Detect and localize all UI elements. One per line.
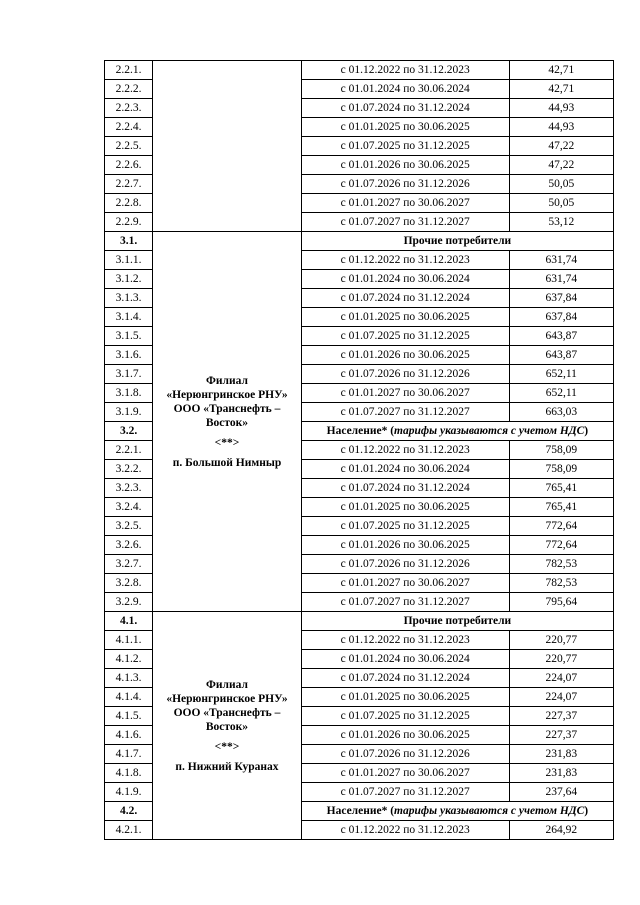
row-number-cell: 3.2.9. (105, 593, 153, 612)
branch-name-line: «Нерюнгринское РНУ» (166, 692, 288, 705)
period-cell: с 01.01.2026 по 30.06.2025 (301, 346, 509, 365)
tariff-value-cell: 47,22 (509, 156, 613, 175)
period-cell: с 01.07.2025 по 31.12.2025 (301, 517, 509, 536)
period-cell: с 01.07.2026 по 31.12.2026 (301, 745, 509, 764)
group-number-cell: 4.1. (105, 612, 153, 631)
tariff-table (104, 60, 614, 840)
period-cell: с 01.01.2024 по 30.06.2024 (301, 650, 509, 669)
branch-name-cell (153, 61, 302, 232)
period-cell: с 01.07.2027 по 31.12.2027 (301, 783, 509, 802)
tariff-value-cell: 227,37 (509, 726, 613, 745)
row-number-cell: 4.1.8. (105, 764, 153, 783)
branch-name-line: ООО «Транснефть – (173, 402, 281, 415)
tariff-value-cell: 765,41 (509, 498, 613, 517)
row-number-cell: 3.1.6. (105, 346, 153, 365)
branch-name-line: <**> (214, 436, 240, 449)
period-cell: с 01.07.2024 по 31.12.2024 (301, 99, 509, 118)
subgroup-number-cell: 3.2. (105, 422, 153, 441)
row-number-cell: 2.2.1. (105, 61, 153, 80)
row-number-cell: 3.1.3. (105, 289, 153, 308)
row-number-cell: 2.2.8. (105, 194, 153, 213)
branch-name-cell (153, 232, 302, 612)
row-number-cell: 2.2.1. (105, 441, 153, 460)
subgroup-label-cell (301, 422, 613, 441)
row-number-cell: 4.1.5. (105, 707, 153, 726)
row-number-cell: 3.1.8. (105, 384, 153, 403)
row-number-cell: 3.1.1. (105, 251, 153, 270)
tariff-value-cell: 782,53 (509, 555, 613, 574)
group-label-cell: Прочие потребители (301, 232, 613, 251)
period-cell: с 01.12.2022 по 31.12.2023 (301, 631, 509, 650)
row-number-cell: 2.2.5. (105, 137, 153, 156)
branch-name-line: «Нерюнгринское РНУ» (166, 388, 288, 401)
tariff-value-cell: 220,77 (509, 631, 613, 650)
tariff-value-cell: 50,05 (509, 194, 613, 213)
branch-name-line: Филиал (206, 374, 248, 387)
tariff-value-cell: 782,53 (509, 574, 613, 593)
row-number-cell: 2.2.3. (105, 99, 153, 118)
tariff-value-cell: 50,05 (509, 175, 613, 194)
tariff-value-cell: 663,03 (509, 403, 613, 422)
branch-name-line: п. Большой Нимныр (172, 456, 282, 469)
branch-name-line: Восток» (205, 720, 249, 733)
row-number-cell: 2.2.4. (105, 118, 153, 137)
group-header-row (105, 612, 614, 631)
row-number-cell: 4.1.4. (105, 688, 153, 707)
tariff-value-cell: 231,83 (509, 745, 613, 764)
row-number-cell: 3.1.4. (105, 308, 153, 327)
tariff-value-cell: 237,64 (509, 783, 613, 802)
subgroup-label-prefix: Население* ( (326, 425, 395, 437)
tariff-value-cell: 643,87 (509, 327, 613, 346)
period-cell: с 01.01.2024 по 30.06.2024 (301, 80, 509, 99)
subgroup-label-cell (301, 802, 613, 821)
tariff-value-cell: 772,64 (509, 536, 613, 555)
period-cell: с 01.01.2026 по 30.06.2025 (301, 156, 509, 175)
tariff-value-cell: 631,74 (509, 270, 613, 289)
tariff-value-cell: 758,09 (509, 441, 613, 460)
tariff-value-cell: 224,07 (509, 688, 613, 707)
branch-name-line: <**> (214, 740, 240, 753)
row-number-cell: 4.1.9. (105, 783, 153, 802)
period-cell: с 01.01.2027 по 30.06.2027 (301, 384, 509, 403)
period-cell: с 01.07.2027 по 31.12.2027 (301, 213, 509, 232)
row-number-cell: 4.1.6. (105, 726, 153, 745)
row-number-cell: 3.2.6. (105, 536, 153, 555)
group-number-cell: 3.1. (105, 232, 153, 251)
tariff-value-cell: 758,09 (509, 460, 613, 479)
subgroup-label-suffix: ) (584, 805, 589, 817)
period-cell: с 01.07.2025 по 31.12.2025 (301, 327, 509, 346)
period-cell: с 01.01.2027 по 30.06.2027 (301, 574, 509, 593)
subgroup-label-note: тарифы указываются с учетом НДС (394, 425, 585, 437)
row-number-cell: 4.1.1. (105, 631, 153, 650)
row-number-cell: 3.1.7. (105, 365, 153, 384)
tariff-value-cell: 637,84 (509, 308, 613, 327)
period-cell: с 01.01.2026 по 30.06.2025 (301, 726, 509, 745)
period-cell: с 01.07.2024 по 31.12.2024 (301, 479, 509, 498)
period-cell: с 01.07.2025 по 31.12.2025 (301, 707, 509, 726)
branch-name-line: Восток» (205, 416, 249, 429)
period-cell: с 01.01.2025 по 30.06.2025 (301, 118, 509, 137)
row-number-cell: 3.2.2. (105, 460, 153, 479)
period-cell: с 01.12.2022 по 31.12.2023 (301, 251, 509, 270)
row-number-cell: 3.2.4. (105, 498, 153, 517)
row-number-cell: 3.2.7. (105, 555, 153, 574)
group-header-row (105, 232, 614, 251)
tariff-value-cell: 643,87 (509, 346, 613, 365)
tariff-value-cell: 44,93 (509, 99, 613, 118)
tariff-value-cell: 47,22 (509, 137, 613, 156)
period-cell: с 01.07.2025 по 31.12.2025 (301, 137, 509, 156)
row-number-cell: 3.2.5. (105, 517, 153, 536)
group-label-cell: Прочие потребители (301, 612, 613, 631)
row-number-cell: 2.2.7. (105, 175, 153, 194)
branch-name (153, 374, 301, 470)
branch-name-cell (153, 612, 302, 840)
branch-name-line: п. Нижний Куранах (175, 760, 279, 773)
period-cell: с 01.01.2024 по 30.06.2024 (301, 460, 509, 479)
branch-name-line: ООО «Транснефть – (173, 706, 281, 719)
row-number-cell: 4.1.7. (105, 745, 153, 764)
row-number-cell: 4.1.2. (105, 650, 153, 669)
tariff-value-cell: 224,07 (509, 669, 613, 688)
tariff-value-cell: 42,71 (509, 61, 613, 80)
branch-name (153, 678, 301, 774)
branch-name-line: Филиал (206, 678, 248, 691)
subgroup-number-cell: 4.2. (105, 802, 153, 821)
row-number-cell: 2.2.2. (105, 80, 153, 99)
period-cell: с 01.01.2025 по 30.06.2025 (301, 308, 509, 327)
tariff-value-cell: 652,11 (509, 384, 613, 403)
period-cell: с 01.12.2022 по 31.12.2023 (301, 821, 509, 840)
tariff-value-cell: 795,64 (509, 593, 613, 612)
row-number-cell: 2.2.9. (105, 213, 153, 232)
period-cell: с 01.07.2026 по 31.12.2026 (301, 555, 509, 574)
tariff-value-cell: 765,41 (509, 479, 613, 498)
period-cell: с 01.01.2024 по 30.06.2024 (301, 270, 509, 289)
tariff-value-cell: 44,93 (509, 118, 613, 137)
row-number-cell: 3.2.3. (105, 479, 153, 498)
subgroup-label-note: тарифы указываются с учетом НДС (394, 805, 585, 817)
subgroup-label-suffix: ) (584, 425, 589, 437)
period-cell: с 01.01.2025 по 30.06.2025 (301, 688, 509, 707)
period-cell: с 01.07.2027 по 31.12.2027 (301, 403, 509, 422)
tariff-value-cell: 264,92 (509, 821, 613, 840)
tariff-value-cell: 637,84 (509, 289, 613, 308)
table-row (105, 61, 614, 80)
period-cell: с 01.01.2026 по 30.06.2025 (301, 536, 509, 555)
period-cell: с 01.01.2027 по 30.06.2027 (301, 764, 509, 783)
tariff-value-cell: 42,71 (509, 80, 613, 99)
row-number-cell: 2.2.6. (105, 156, 153, 175)
row-number-cell: 3.2.8. (105, 574, 153, 593)
row-number-cell: 3.1.5. (105, 327, 153, 346)
tariff-value-cell: 652,11 (509, 365, 613, 384)
period-cell: с 01.07.2026 по 31.12.2026 (301, 175, 509, 194)
subgroup-label-prefix: Население* ( (326, 805, 395, 817)
period-cell: с 01.07.2027 по 31.12.2027 (301, 593, 509, 612)
tariff-table-body (105, 61, 614, 840)
period-cell: с 01.07.2024 по 31.12.2024 (301, 289, 509, 308)
tariff-value-cell: 220,77 (509, 650, 613, 669)
tariff-value-cell: 631,74 (509, 251, 613, 270)
row-number-cell: 3.1.2. (105, 270, 153, 289)
period-cell: с 01.12.2022 по 31.12.2023 (301, 61, 509, 80)
period-cell: с 01.12.2022 по 31.12.2023 (301, 441, 509, 460)
tariff-value-cell: 227,37 (509, 707, 613, 726)
period-cell: с 01.01.2025 по 30.06.2025 (301, 498, 509, 517)
tariff-value-cell: 53,12 (509, 213, 613, 232)
row-number-cell: 4.2.1. (105, 821, 153, 840)
period-cell: с 01.07.2026 по 31.12.2026 (301, 365, 509, 384)
tariff-value-cell: 231,83 (509, 764, 613, 783)
period-cell: с 01.01.2027 по 30.06.2027 (301, 194, 509, 213)
row-number-cell: 4.1.3. (105, 669, 153, 688)
period-cell: с 01.07.2024 по 31.12.2024 (301, 669, 509, 688)
row-number-cell: 3.1.9. (105, 403, 153, 422)
tariff-value-cell: 772,64 (509, 517, 613, 536)
